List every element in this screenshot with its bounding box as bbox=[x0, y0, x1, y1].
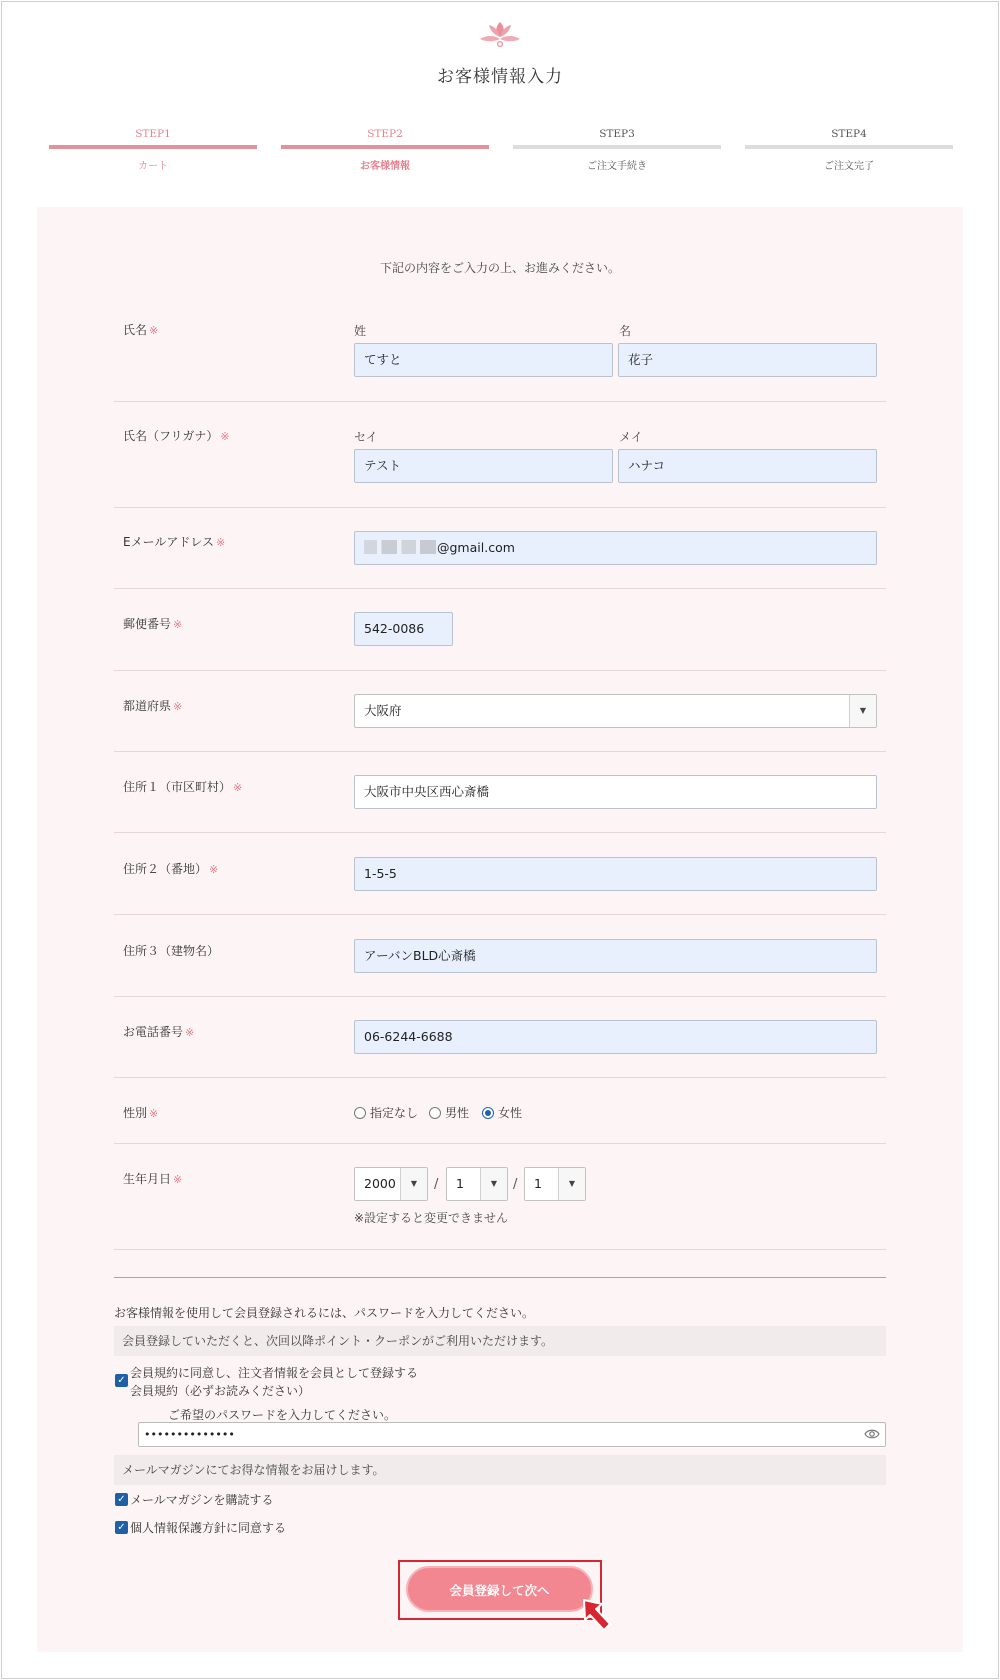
prefecture-label-text: 都道府県 bbox=[123, 699, 172, 713]
step-label: ご注文手続き bbox=[587, 161, 647, 172]
divider bbox=[114, 914, 886, 915]
newsletter-band: メールマガジンにてお得な情報をお届けします。 bbox=[114, 1455, 886, 1485]
required-mark: ※ bbox=[173, 618, 183, 631]
kana-label bbox=[123, 427, 230, 444]
birth-day-value: 1 bbox=[534, 1176, 542, 1191]
divider bbox=[114, 996, 886, 997]
birth-year-select[interactable] bbox=[354, 1167, 428, 1201]
eye-icon[interactable] bbox=[864, 1428, 880, 1440]
page-title: お客様情報入力 bbox=[437, 67, 563, 87]
step-label: お客様情報 bbox=[360, 161, 410, 172]
prefecture-label bbox=[123, 697, 182, 714]
radio-icon[interactable] bbox=[429, 1107, 441, 1119]
required-mark: ※ bbox=[215, 536, 226, 549]
address1-label-text: 住所１（市区町村） bbox=[123, 780, 232, 794]
date-separator: / bbox=[513, 1177, 518, 1192]
step-bar bbox=[281, 145, 489, 149]
blurred-text bbox=[364, 540, 436, 554]
birth-day-select[interactable] bbox=[524, 1167, 586, 1201]
address2-label-text: 住所２（番地） bbox=[123, 862, 208, 876]
birth-year-value: 2000 bbox=[364, 1176, 396, 1191]
last-name-input[interactable]: てすと bbox=[354, 343, 613, 377]
first-name-input[interactable]: 花子 bbox=[618, 343, 877, 377]
caret-down-icon[interactable]: ▼ bbox=[849, 695, 876, 727]
step-name: STEP2 bbox=[367, 128, 403, 140]
kana-label-text: 氏名（フリガナ） bbox=[123, 429, 219, 443]
privacy-checkbox[interactable]: ✓ bbox=[115, 1521, 128, 1534]
gender-label-text: 性別 bbox=[123, 1106, 148, 1120]
phone-label bbox=[123, 1023, 194, 1040]
email-domain-text: @gmail.com bbox=[437, 540, 515, 555]
form-intro: 下記の内容をご入力の上、お進みください。 bbox=[379, 261, 620, 275]
prefecture-value: 大阪府 bbox=[364, 703, 402, 718]
caret-down-icon[interactable]: ▼ bbox=[558, 1168, 585, 1200]
required-mark: ※ bbox=[149, 324, 159, 337]
first-name-sublabel: 名 bbox=[619, 324, 632, 338]
address2-input[interactable]: 1-5-5 bbox=[354, 857, 877, 891]
pointer-cursor-icon bbox=[582, 1598, 620, 1634]
gender-option-none[interactable] bbox=[354, 1104, 418, 1121]
register-next-button[interactable]: 会員登録して次へ bbox=[406, 1566, 593, 1612]
privacy-label[interactable]: 個人情報保護方針に同意する bbox=[130, 1521, 287, 1535]
step-label: ご注文完了 bbox=[824, 161, 874, 172]
last-name-sublabel: 姓 bbox=[354, 324, 367, 338]
email-label-text: Eメールアドレス bbox=[123, 535, 214, 549]
lotus-logo-icon bbox=[476, 20, 524, 48]
phone-input[interactable]: 06-6244-6688 bbox=[354, 1020, 877, 1054]
last-kana-input[interactable]: テスト bbox=[354, 449, 613, 483]
gender-option-male[interactable] bbox=[429, 1104, 469, 1121]
name-label-text: 氏名 bbox=[123, 323, 148, 337]
radio-icon[interactable] bbox=[354, 1107, 366, 1119]
required-mark: ※ bbox=[173, 1173, 183, 1186]
birthday-label bbox=[123, 1170, 182, 1187]
required-mark: ※ bbox=[185, 1026, 195, 1039]
step-3 bbox=[513, 128, 721, 172]
radio-selected-icon[interactable] bbox=[482, 1107, 494, 1119]
divider bbox=[114, 1143, 886, 1144]
member-intro: お客様情報を使用して会員登録されるには、パスワードを入力してください。 bbox=[114, 1306, 535, 1320]
caret-down-icon[interactable]: ▼ bbox=[400, 1168, 427, 1200]
address3-label: 住所３（建物名） bbox=[123, 944, 220, 958]
gender-option-label: 指定なし bbox=[370, 1106, 419, 1120]
address1-input[interactable]: 大阪市中央区西心斎橋 bbox=[354, 775, 877, 809]
gender-option-label: 女性 bbox=[498, 1106, 523, 1120]
gender-option-female[interactable] bbox=[482, 1104, 522, 1121]
address3-input[interactable]: アーバンBLD心斎橋 bbox=[354, 939, 877, 973]
divider bbox=[114, 507, 886, 508]
date-separator: / bbox=[434, 1177, 439, 1192]
birth-month-select[interactable] bbox=[446, 1167, 508, 1201]
last-kana-sublabel: セイ bbox=[354, 430, 378, 444]
email-input[interactable] bbox=[354, 531, 877, 565]
divider bbox=[114, 670, 886, 671]
name-label bbox=[123, 321, 158, 338]
divider bbox=[114, 588, 886, 589]
step-1 bbox=[49, 128, 257, 172]
required-mark: ※ bbox=[220, 430, 230, 443]
first-kana-sublabel: メイ bbox=[619, 430, 643, 444]
divider bbox=[114, 401, 886, 402]
divider bbox=[114, 751, 886, 752]
birth-month-value: 1 bbox=[456, 1176, 464, 1191]
password-value: •••••••••••••• bbox=[144, 1428, 235, 1441]
birthday-label-text: 生年月日 bbox=[123, 1172, 172, 1186]
birthday-note: ※設定すると変更できません bbox=[354, 1211, 509, 1225]
postal-label bbox=[123, 615, 182, 632]
postal-label-text: 郵便番号 bbox=[123, 617, 172, 631]
caret-down-icon[interactable]: ▼ bbox=[480, 1168, 507, 1200]
divider bbox=[114, 1249, 886, 1250]
postal-code-input[interactable]: 542-0086 bbox=[354, 612, 453, 646]
step-label: カート bbox=[138, 161, 168, 172]
step-name: STEP4 bbox=[831, 128, 867, 140]
newsletter-label[interactable]: メールマガジンを購読する bbox=[130, 1493, 274, 1507]
step-bar bbox=[745, 145, 953, 149]
address1-label bbox=[123, 778, 242, 795]
password-input[interactable] bbox=[138, 1422, 886, 1447]
email-label bbox=[123, 533, 225, 550]
member-benefit-band: 会員登録していただくと、次回以降ポイント・クーポンがご利用いただけます。 bbox=[114, 1326, 886, 1356]
required-mark: ※ bbox=[149, 1107, 159, 1120]
step-bar bbox=[513, 145, 721, 149]
first-kana-input[interactable]: ハナコ bbox=[618, 449, 877, 483]
gender-label bbox=[123, 1104, 158, 1121]
required-mark: ※ bbox=[209, 863, 219, 876]
required-mark: ※ bbox=[173, 700, 183, 713]
divider bbox=[114, 832, 886, 833]
newsletter-checkbox[interactable]: ✓ bbox=[115, 1493, 128, 1506]
required-mark: ※ bbox=[233, 781, 243, 794]
address2-label bbox=[123, 860, 218, 877]
terms-link[interactable]: 会員規約（必ずお読みください） bbox=[130, 1384, 311, 1398]
gender-option-label: 男性 bbox=[445, 1106, 470, 1120]
section-divider bbox=[114, 1277, 886, 1278]
phone-label-text: お電話番号 bbox=[123, 1025, 184, 1039]
agree-member-checkbox[interactable]: ✓ bbox=[115, 1374, 128, 1387]
step-name: STEP3 bbox=[599, 128, 635, 140]
step-2 bbox=[281, 128, 489, 172]
agree-member-label[interactable]: 会員規約に同意し、注文者情報を会員として登録する bbox=[130, 1366, 419, 1380]
prefecture-select[interactable] bbox=[354, 694, 877, 728]
step-name: STEP1 bbox=[135, 128, 171, 140]
step-4 bbox=[745, 128, 953, 172]
step-bar bbox=[49, 145, 257, 149]
password-prompt: ご希望のパスワードを入力してください。 bbox=[168, 1408, 397, 1422]
divider bbox=[114, 1077, 886, 1078]
